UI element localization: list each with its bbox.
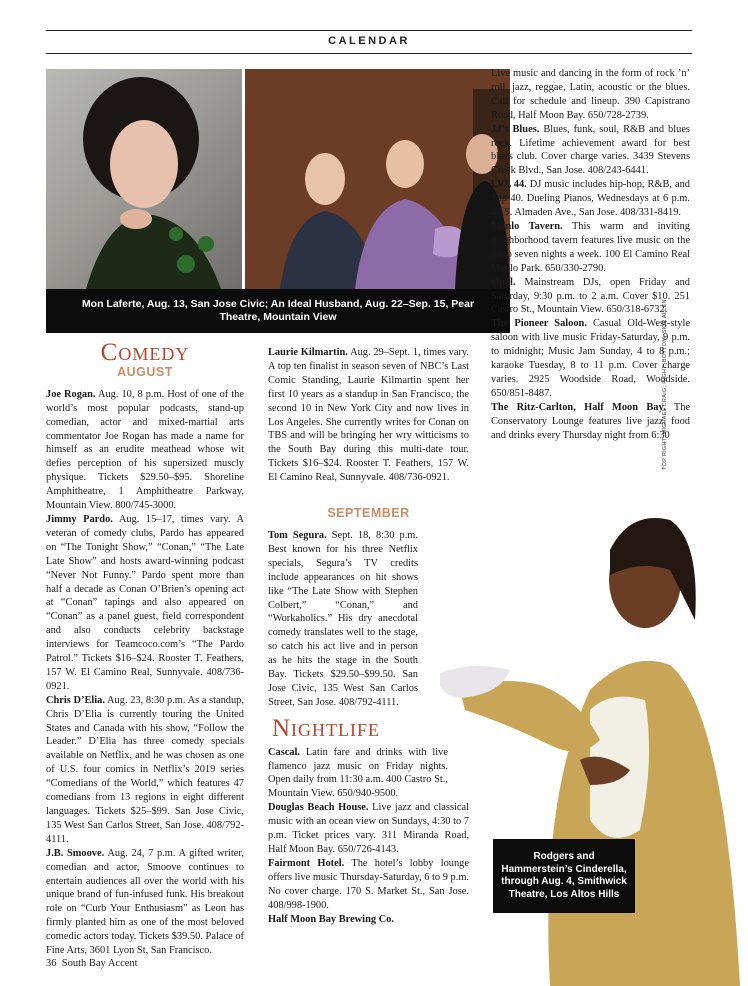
entry-text: Casual Old-West-style saloon with live music Friday-Saturday, 9 p.m. to midnight; Music Jam Sunday, 4 to 8 p.m.; karaoke Tuesday, 8 to 11 p.m. Cover charge varies. 2925 Woodside Road, Woodside. 650/851-8487. bbox=[491, 318, 690, 399]
column-2 bbox=[268, 346, 469, 926]
page-footer bbox=[46, 958, 138, 969]
entry-douglas-beach-house bbox=[268, 801, 469, 857]
entry-jjs-blues bbox=[491, 123, 690, 179]
entry-name: The Ritz-Carlton, Half Moon Bay. bbox=[491, 401, 666, 413]
entry-text: Live jazz and classical music with an ocean view on Sundays, 4:30 to 7 p.m. Ticket prices vary. 311 Miranda Road, Half Moon Bay. 650/726-4143. bbox=[268, 802, 469, 855]
september-label: SEPTEMBER bbox=[327, 506, 410, 521]
entry-name: Opal. bbox=[491, 276, 516, 288]
entry-name: The Pioneer Saloon. bbox=[491, 318, 587, 330]
entry-tom-segura bbox=[268, 529, 418, 710]
header-rule-top bbox=[46, 30, 692, 31]
entry-name: Chris D’Elia. bbox=[46, 694, 105, 706]
photo-ideal-husband-art bbox=[245, 69, 510, 289]
entry-name: Jimmy Pardo. bbox=[46, 513, 113, 525]
entry-joe-rogan bbox=[46, 388, 244, 513]
entry-text: Sept. 18, 8:30 p.m. Best known for his three Netflix specials, Segura’s TV credits include appearances on hit shows like “The Late Show with Stephen Colbert,” “Conan,” and “Workaholics.” His dry anecdotal comedy translates well to the stage, so catch his act live and in person as he hits the stage in the South Bay. Tickets $29.50–$99.50. San Jose Civic, 135 West San Carlos Street, San Jose. 408/792-4111. bbox=[268, 529, 418, 708]
entry-pioneer-saloon bbox=[491, 317, 690, 400]
magazine-name: South Bay Accent bbox=[61, 958, 138, 969]
august-label: AUGUST bbox=[117, 364, 173, 379]
entry-chris-delia bbox=[46, 694, 244, 847]
photo-ideal-husband bbox=[245, 69, 510, 289]
entry-text: Aug. 23, 8:30 p.m. As a standup, Chris D’Elia is currently touring the United States and Canada with his show, “Follow the Leader.” D’Elia has three comedy specials available on Netflix, and he was chosen as one of U.S. four comics in Netflix’s 2019 series “Comedians of the World,” which features 47 comedians from 13 regions in eight different languages. Tickets $25–$99. San Jose Civic, 135 West San Carlos Street, San Jose. 408/792-4111. bbox=[46, 694, 244, 845]
entry-laurie-kilmartin bbox=[268, 346, 469, 485]
entry-name: Fairmont Hotel. bbox=[268, 857, 345, 869]
photo-credit: TOP RIGHT: MICHAEL CRAIG; RIGHT: BOTTOM: SKIP ALLEN bbox=[662, 299, 668, 470]
entry-text: The hotel’s lobby lounge offers live music Thursday-Saturday, 6 to 9 p.m. No cover charge. 170 S. Market St., San Jose. 408/998-1900. bbox=[268, 857, 469, 911]
photo-caption-bottom: Rodgers and Hammerstein’s Cinderella, through Aug. 4, Smithwick Theatre, Los Altos Hills bbox=[493, 839, 635, 913]
entry-half-moon-bay-brewing bbox=[491, 67, 690, 123]
entry-text: DJ music includes hip-hop, R&B, and Top 40. Dueling Pianos, Wednesdays at 6 p.m. 44 S. Almaden Ave., San Jose. 408/331-8419. bbox=[491, 179, 690, 219]
entry-jb-smoove bbox=[46, 847, 244, 958]
entry-text: Blues, funk, soul, R&B and blues rock. Lifetime achievement award for best blues club. Cover charge varies. 3439 Stevens Creek Blvd., San Jose. 408/243-6441. bbox=[491, 123, 690, 177]
page-number: 36 bbox=[46, 958, 57, 969]
photo-mon-laferte-art bbox=[46, 69, 242, 289]
nightlife-title: Nightlife bbox=[272, 714, 381, 742]
entry-name: Joe Rogan. bbox=[46, 388, 96, 400]
entry-text: Live music and dancing in the form of rock ’n’ roll, jazz, reggae, Latin, acoustic or the blues. Call for schedule and lineup. 390 Capistrano Road, Half Moon Bay. 650/728-2739. bbox=[491, 68, 690, 121]
entry-opal bbox=[491, 276, 690, 318]
entry-text: Aug. 24, 7 p.m. A gifted writer, comedian and actor, Smoove continues to entertain audiences all over the world with his unique brand of fun-infused funk. His breakout role on “Curb Your Enthusiasm” as Leon has firmly planted him as one of the most beloved comedic actors today. Tickets $39.50. Palace of Fine Arts, 3601 Lyon St, San Francisco. bbox=[46, 847, 244, 957]
entry-text: Mainstream DJs, open Friday and Saturday, 9:30 p.m. to 2 a.m. Cover $10. 251 Castro St., Mountain View. 650/318-6732. bbox=[491, 276, 690, 316]
column-3 bbox=[491, 67, 690, 442]
entry-name: J.B. Smoove. bbox=[46, 847, 105, 859]
entry-cascal bbox=[268, 746, 448, 802]
header-rule-bottom bbox=[46, 53, 692, 54]
entry-text: Aug. 15–17, times vary. A veteran of comedy clubs, Pardo has appeared on “The Tonight Show,” “Conan,” “The Late Late Show” and hosts award-winning podcast “Never Not Funny.” Pardo spent more than half a decade as Conan O’Brien’s opening act at “Conan” tapings and also appeared on “Conan” as a panel guest, field correspondent and also conducts celebrity backstage interviews for Teamcoco.com’s “The Pardo Patrol.” Tickets $16–$24. Rooster T. Feathers, 157 W. El Camino Real, Sunnyvale. 408/736-0921. bbox=[46, 513, 244, 692]
photo-cinderella bbox=[440, 500, 748, 986]
entry-text: Latin fare and drinks with live flamenco jazz music on Friday nights. Open daily from 11:30 a.m. 400 Castro St., Mountain View. 650/940-9500. bbox=[268, 746, 448, 800]
entry-name: Menlo Tavern. bbox=[491, 220, 563, 232]
entry-jimmy-pardo bbox=[46, 513, 244, 694]
entry-name: JJ’s Blues. bbox=[491, 123, 540, 135]
column-1 bbox=[46, 339, 244, 958]
entry-lvl-44 bbox=[491, 178, 690, 220]
entry-menlo-tavern bbox=[491, 220, 690, 276]
entry-text: Aug. 29–Sept. 1, times vary. A top ten finalist in season seven of NBC’s Last Comic Standing, Laurie Kilmartin spent her first 10 years as a standup in San Francisco, the second 10 in New York City and now lives in Los Angeles. She currently writes for Conan on TBS and will be bringing her wry witticisms to the South Bay during this multi-date tour. Tickets $16–$24. Rooster T. Feathers, 157 W. El Camino Real, Sunnyvale. 408/736-0921. bbox=[268, 347, 470, 484]
entry-name: Laurie Kilmartin. bbox=[268, 347, 348, 358]
entry-text: This warm and inviting neighborhood tavern features live music on the patio seven nights a week. 100 El Camino Real Menlo Park. 650/330-2790. bbox=[491, 220, 690, 274]
section-header: CALENDAR bbox=[328, 35, 410, 47]
entry-text: The Conservatory Lounge features live jazz, food and drinks every Thursday night from 6:30 bbox=[491, 401, 690, 441]
entry-text: Aug. 10, 8 p.m. Host of one of the world’s most popular podcasts, stand-up comedian, actor and mixed-martial arts commentator Joe Rogan has made a name for himself as an erudite meathead whose wit defies perception of his supersized muscly physique. Tickets $29.50–$95. Shoreline Amphitheatre, 1 Amphitheatre Parkway, Mountain View. 800/745-3000. bbox=[46, 388, 244, 512]
entry-half-moon-bay-brewing-start bbox=[268, 913, 469, 927]
photo-caption-top: Mon Laferte, Aug. 13, San Jose Civic; An Ideal Husband, Aug. 22–Sep. 15, Pear Theatre, Mountain View bbox=[46, 289, 510, 333]
photo-cinderella-art bbox=[440, 500, 748, 986]
entry-fairmont-hotel bbox=[268, 857, 469, 913]
entry-name: LVL 44. bbox=[491, 179, 527, 191]
photo-mon-laferte bbox=[46, 69, 242, 289]
entry-name: Tom Segura. bbox=[268, 529, 327, 541]
comedy-title: Comedy bbox=[100, 339, 190, 366]
entry-name: Douglas Beach House. bbox=[268, 802, 369, 814]
entry-name: Cascal. bbox=[268, 746, 301, 758]
entry-ritz-carlton bbox=[491, 401, 690, 443]
entry-name: Half Moon Bay Brewing Co. bbox=[268, 913, 394, 925]
